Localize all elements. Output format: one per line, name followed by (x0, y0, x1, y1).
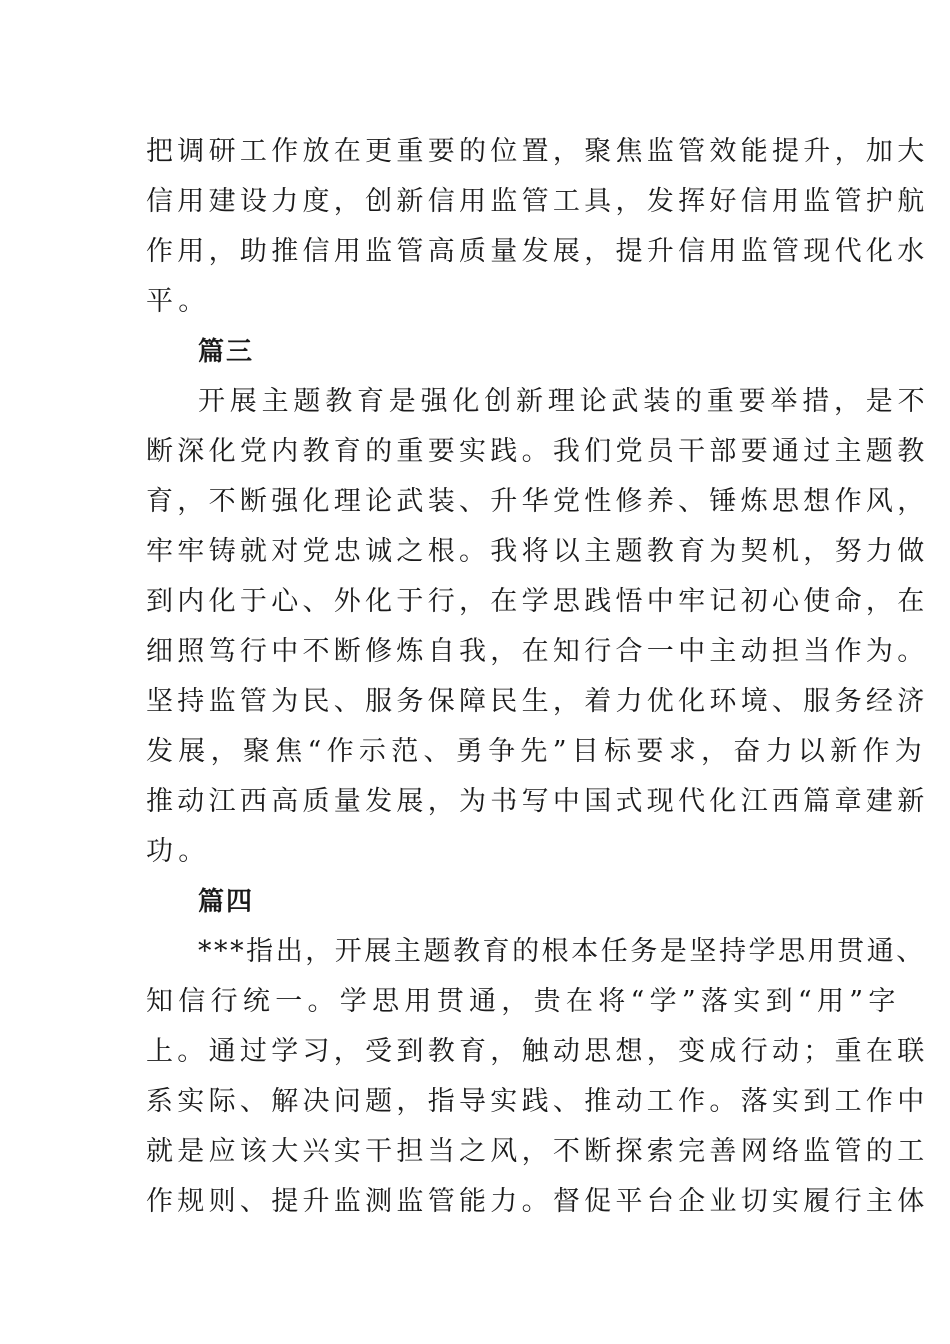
body-text-line: 到内化于心、外化于行，在学思践悟中牢记初心使命，在 (146, 586, 929, 617)
body-text-line: 发展，聚焦“作示范、勇争先”目标要求，奋力以新作为 (146, 736, 928, 767)
section-heading-four: 篇四 (198, 887, 255, 917)
paragraph-first-line: 开展主题教育是强化创新理论武装的重要举措，是不 (198, 386, 930, 417)
paragraph-first-line: ***指出，开展主题教育的根本任务是坚持学思用贯通、 (198, 936, 926, 967)
body-text-line: 作规则、提升监测监管能力。督促平台企业切实履行主体 (146, 1186, 929, 1217)
body-text-line: 细照笃行中不断修炼自我，在知行合一中主动担当作为。 (146, 636, 929, 667)
body-text-line: 断深化党内教育的重要实践。我们党员干部要通过主题教 (146, 436, 929, 467)
body-text-line: 功。 (146, 836, 211, 867)
section-heading-three: 篇三 (198, 337, 255, 367)
body-text-line: 把调研工作放在更重要的位置，聚焦监管效能提升，加大 (146, 136, 929, 167)
body-text-line: 上。通过学习，受到教育，触动思想，变成行动；重在联 (146, 1036, 929, 1067)
body-text-line: 系实际、解决问题，指导实践、推动工作。落实到工作中 (146, 1086, 929, 1117)
body-text-line: 推动江西高质量发展，为书写中国式现代化江西篇章建新 (146, 786, 929, 817)
body-text-line: 就是应该大兴实干担当之风，不断探索完善网络监管的工 (146, 1136, 929, 1167)
body-text-line: 信用建设力度，创新信用监管工具，发挥好信用监管护航 (146, 186, 929, 217)
body-text-line: 牢牢铸就对党忠诚之根。我将以主题教育为契机，努力做 (146, 536, 929, 567)
body-text-line: 作用，助推信用监管高质量发展，提升信用监管现代化水 (146, 236, 929, 267)
body-text-line: 育，不断强化理论武装、升华党性修养、锤炼思想作风， (146, 486, 929, 517)
body-text-line: 平。 (146, 286, 211, 317)
body-text-line: 坚持监管为民、服务保障民生，着力优化环境、服务经济 (146, 686, 929, 717)
body-text-line: 知信行统一。学思用贯通，贵在将“学”落实到“用”字 (146, 986, 901, 1017)
